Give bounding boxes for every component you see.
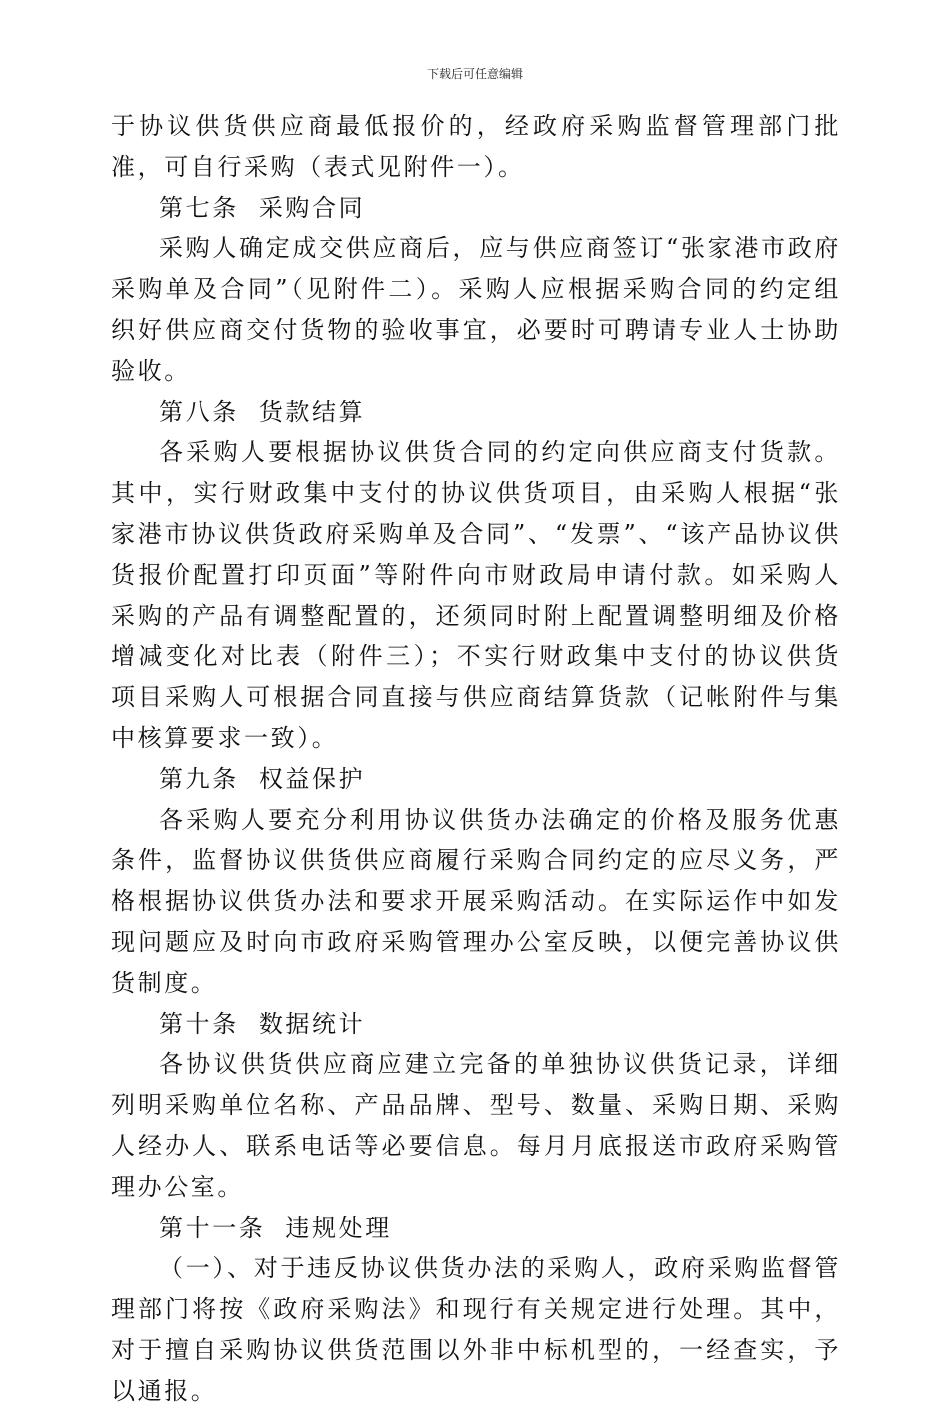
article-11-paragraph: （一）、对于违反协议供货办法的采购人，政府采购监督管理部门将按《政府采购法》和现行有关规定进行处理。其中，对于擅自采购协议供货范围以外非中标机型的，一经查实，予以通报。 [111,1254,841,1405]
article-10-title: 数据统计 [258,1009,366,1038]
article-9-number: 第九条 [159,764,239,793]
article-7-heading [111,188,841,229]
article-7-paragraph: 采购人确定成交供应商后，应与供应商签订“张家港市政府采购单及合同”（见附件二）。采购人应根据采购合同的约定组织好供应商交付货物的验收事宜，必要时可聘请专业人士协助验收。 [111,234,841,385]
continued-paragraph: 于协议供货供应商最低报价的，经政府采购监督管理部门批准，可自行采购（表式见附件一）。 [111,112,841,181]
article-8-paragraph: 各采购人要根据协议供货合同的约定向供应商支付货款。其中，实行财政集中支付的协议供货项目，由采购人根据“张家港市协议供货政府采购单及合同”、“发票”、“该产品协议供货报价配置打印页面”等附件向市财政局申请付款。如采购人采购的产品有调整配置的，还须同时附上配置调整明细及价格增减变化对比表（附件三）；不实行财政集中支付的协议供货项目采购人可根据合同直接与供应商结算货款（记帐附件与集中核算要求一致）。 [111,438,841,752]
article-11-title: 违规处理 [285,1213,392,1242]
article-9-heading [111,759,841,800]
article-10-number: 第十条 [159,1009,239,1038]
article-11-number: 第十一条 [159,1213,266,1242]
page-header: 下载后可任意编辑 [426,67,523,81]
article-9-title: 权益保护 [258,764,366,793]
article-7-title: 采购合同 [258,193,366,222]
article-11-heading [111,1208,841,1249]
article-10-heading [111,1004,841,1045]
article-7-number: 第七条 [159,193,239,222]
article-10-paragraph: 各协议供货供应商应建立完备的单独协议供货记录，详细列明采购单位名称、产品品牌、型号、数量、采购日期、采购人经办人、联系电话等必要信息。每月月底报送市政府采购管理办公室。 [111,1050,841,1201]
article-9-paragraph: 各采购人要充分利用协议供货办法确定的价格及服务优惠条件，监督协议供货供应商履行采购合同约定的应尽义务，严格根据协议供货办法和要求开展采购活动。在实际运作中如发现问题应及时向市政府采购管理办公室反映，以便完善协议供货制度。 [111,805,841,997]
article-8-heading [111,392,841,433]
article-8-title: 货款结算 [258,397,366,426]
article-8-number: 第八条 [159,397,239,426]
document-body [111,106,841,1412]
